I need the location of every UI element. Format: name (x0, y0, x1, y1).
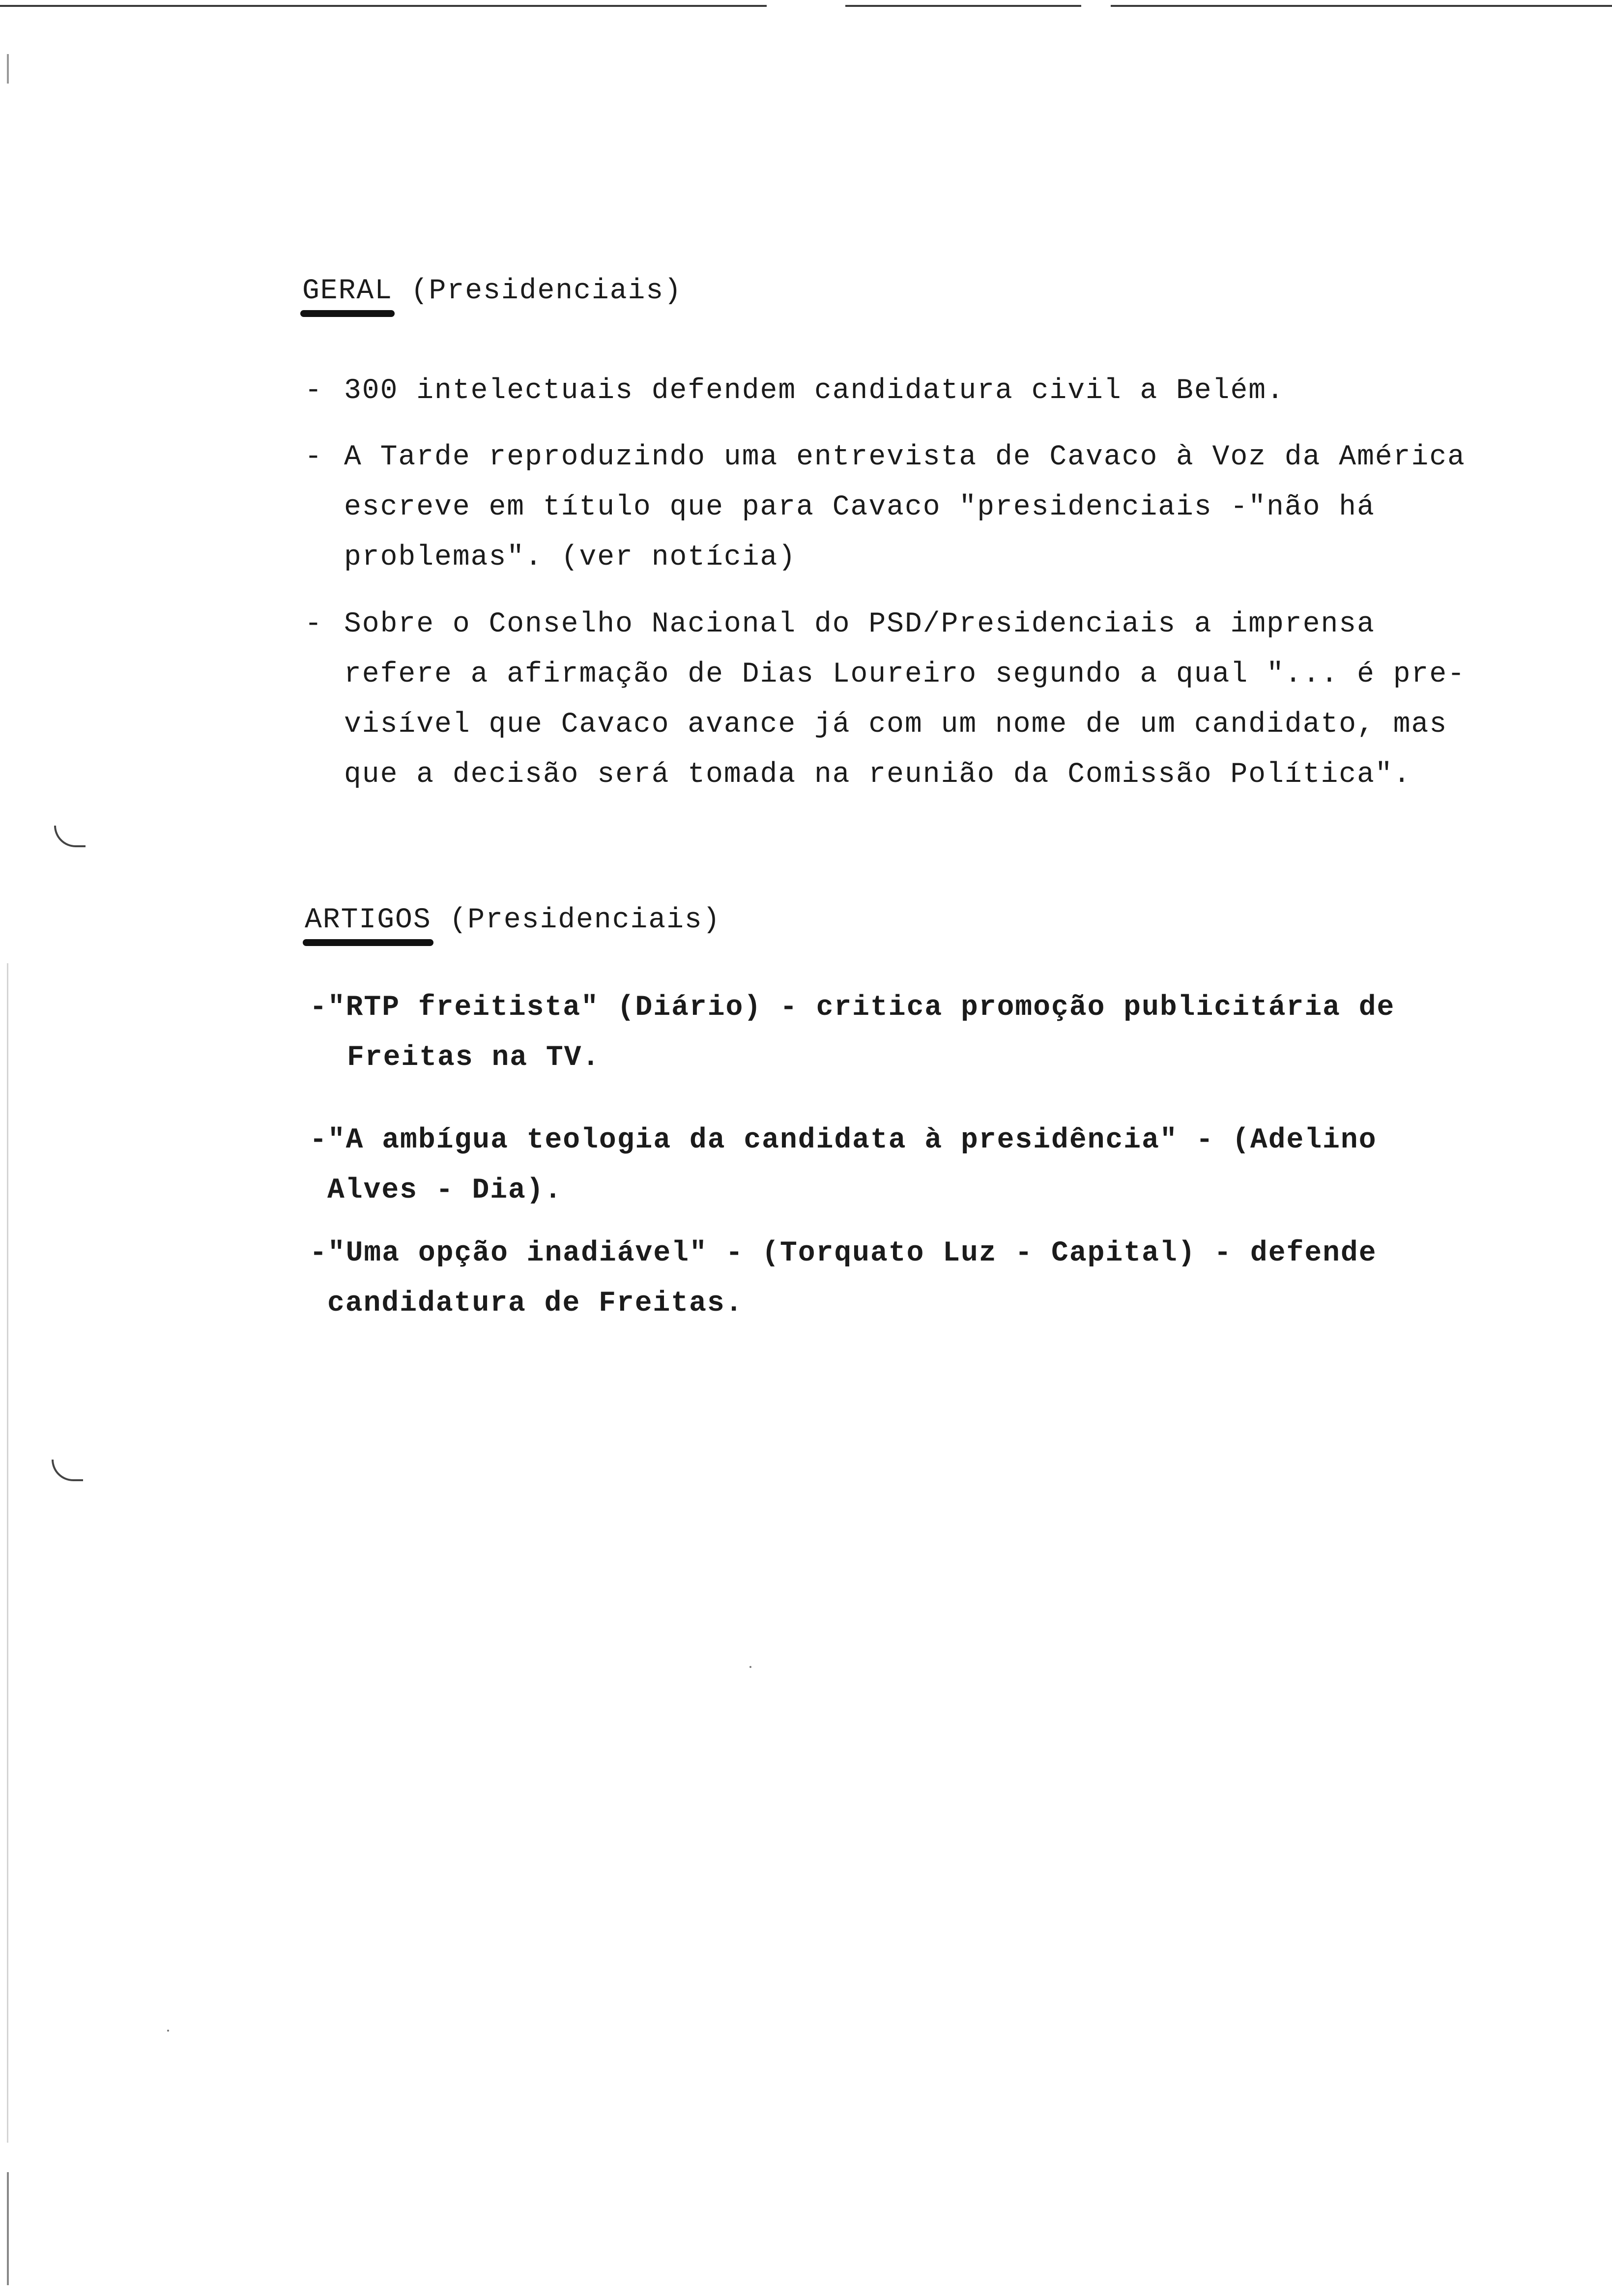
list-item (305, 366, 1285, 416)
list-item (305, 600, 1466, 800)
item-line: escreve em título que para Cavaco "presidenciais -"não há (344, 491, 1375, 523)
margin-line-bottom (7, 2172, 9, 2285)
margin-curve-mark (52, 1460, 83, 1481)
item-dash: - (305, 375, 323, 407)
list-item (310, 1229, 1377, 1329)
item-line: 300 intelectuais defendem candidatura civil a Belém. (344, 375, 1285, 407)
item-dash: - (310, 1237, 328, 1269)
top-rule-left (0, 5, 767, 7)
margin-dots-top (7, 54, 9, 84)
item-line: que a decisão será tomada na reunião da Comissão Política". (344, 759, 1411, 791)
list-item (305, 432, 1466, 583)
item-line: visível que Cavaco avance já com um nome de um candidato, mas (344, 709, 1448, 741)
scan-speck (749, 1666, 751, 1668)
list-item (310, 1116, 1377, 1216)
heading-tag: (Presidenciais) (410, 275, 682, 307)
item-dash: - (305, 441, 323, 473)
heading-underline (303, 939, 433, 946)
margin-curve-mark (54, 826, 86, 847)
item-line: "Uma opção inadiável" - (Torquato Luz - Capital) - defende (327, 1237, 1377, 1269)
scan-speck (167, 2030, 169, 2032)
item-line: problemas". (ver notícia) (344, 542, 797, 574)
section-heading-geral (302, 275, 682, 307)
margin-line-lower (7, 963, 8, 2143)
item-dash: - (310, 992, 328, 1024)
item-line: Freitas na TV. (347, 1042, 601, 1074)
heading-underline (300, 310, 395, 317)
section-heading-artigos (305, 904, 721, 936)
top-rule-right (1111, 5, 1612, 7)
top-rule-middle (845, 5, 1081, 7)
item-line: Sobre o Conselho Nacional do PSD/Presidenciais a imprensa (344, 608, 1375, 640)
item-line: refere a afirmação de Dias Loureiro segundo a qual "... é pre- (344, 659, 1466, 690)
item-dash: - (305, 608, 323, 640)
heading-label: ARTIGOS (305, 904, 432, 936)
heading-label: GERAL (302, 275, 393, 307)
item-dash: - (310, 1124, 328, 1156)
list-item (310, 983, 1395, 1083)
item-line: "RTP freitista" (Diário) - critica promoção publicitária de (327, 992, 1395, 1024)
heading-tag: (Presidenciais) (449, 904, 721, 936)
item-line: A Tarde reproduzindo uma entrevista de Cavaco à Voz da América (344, 441, 1466, 473)
item-line: candidatura de Freitas. (327, 1288, 744, 1320)
item-line: "A ambígua teologia da candidata à presidência" - (Adelino (327, 1124, 1377, 1156)
item-line: Alves - Dia). (327, 1175, 563, 1206)
